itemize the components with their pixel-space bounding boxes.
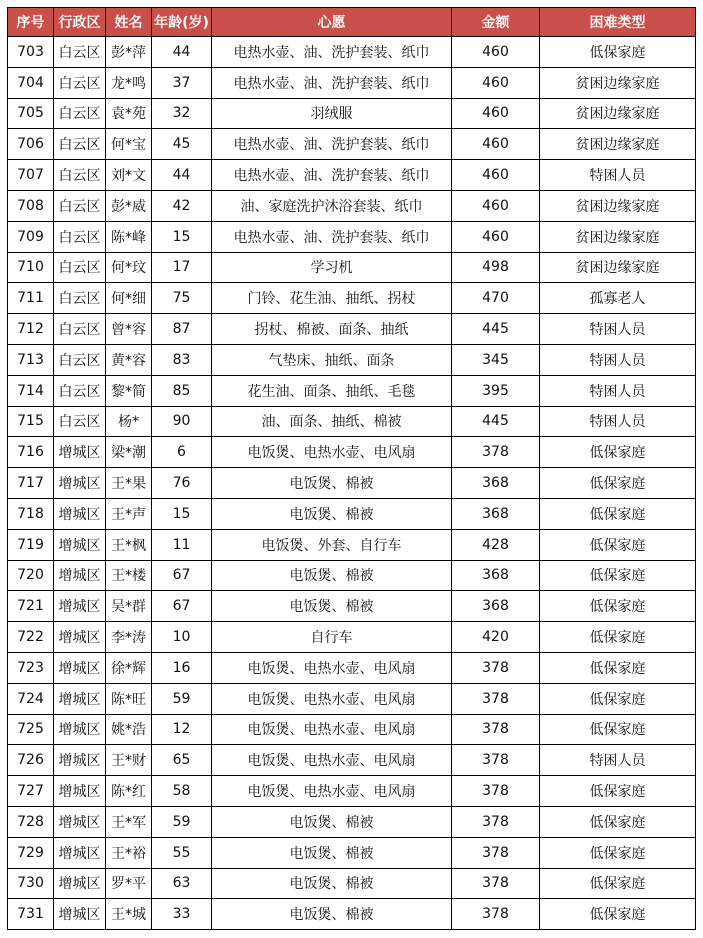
wish-cell: 电饭煲、电热水壶、电风扇 [212, 745, 452, 776]
wish-cell: 电热水壶、油、洗护套装、纸巾 [212, 129, 452, 160]
wish-list-table [7, 7, 696, 930]
hardship-type-cell: 特困人员 [540, 745, 696, 776]
header-row [8, 8, 696, 37]
name-cell: 王*枫 [106, 529, 152, 560]
hardship-type-cell: 特困人员 [540, 406, 696, 437]
amount-cell: 378 [452, 899, 540, 930]
name-cell: 曾*容 [106, 314, 152, 345]
district-cell: 白云区 [54, 37, 106, 68]
hardship-type-cell: 低保家庭 [540, 437, 696, 468]
amount-cell: 460 [452, 129, 540, 160]
hardship-type-cell: 低保家庭 [540, 498, 696, 529]
district-cell: 增城区 [54, 437, 106, 468]
wish-cell: 电饭煲、电热水壶、电风扇 [212, 652, 452, 683]
table-row [8, 868, 696, 899]
district-cell: 增城区 [54, 714, 106, 745]
name-cell: 徐*辉 [106, 652, 152, 683]
wish-cell: 电热水壶、油、洗护套装、纸巾 [212, 67, 452, 98]
age-cell: 15 [152, 221, 212, 252]
wish-cell: 电热水壶、油、洗护套装、纸巾 [212, 160, 452, 191]
name-cell: 王*果 [106, 468, 152, 499]
age-cell: 10 [152, 622, 212, 653]
serial-cell: 729 [8, 837, 54, 868]
age-cell: 67 [152, 591, 212, 622]
table-row [8, 529, 696, 560]
header-district: 行政区 [54, 8, 106, 37]
hardship-type-cell: 低保家庭 [540, 529, 696, 560]
wish-cell: 气垫床、抽纸、面条 [212, 344, 452, 375]
district-cell: 白云区 [54, 375, 106, 406]
table-row [8, 437, 696, 468]
age-cell: 11 [152, 529, 212, 560]
hardship-type-cell: 低保家庭 [540, 37, 696, 68]
amount-cell: 368 [452, 591, 540, 622]
serial-cell: 726 [8, 745, 54, 776]
amount-cell: 445 [452, 406, 540, 437]
hardship-type-cell: 低保家庭 [540, 714, 696, 745]
wish-cell: 电饭煲、棉被 [212, 868, 452, 899]
district-cell: 增城区 [54, 560, 106, 591]
amount-cell: 470 [452, 283, 540, 314]
table-row [8, 129, 696, 160]
hardship-type-cell: 特困人员 [540, 344, 696, 375]
wish-cell: 电饭煲、电热水壶、电风扇 [212, 683, 452, 714]
name-cell: 刘*文 [106, 160, 152, 191]
serial-cell: 723 [8, 652, 54, 683]
wish-list-table-container [7, 7, 696, 930]
name-cell: 王*裕 [106, 837, 152, 868]
age-cell: 33 [152, 899, 212, 930]
wish-cell: 自行车 [212, 622, 452, 653]
table-row [8, 344, 696, 375]
table-row [8, 252, 696, 283]
age-cell: 15 [152, 498, 212, 529]
hardship-type-cell: 特困人员 [540, 375, 696, 406]
name-cell: 王*城 [106, 899, 152, 930]
serial-cell: 704 [8, 67, 54, 98]
district-cell: 白云区 [54, 406, 106, 437]
serial-cell: 712 [8, 314, 54, 345]
serial-cell: 713 [8, 344, 54, 375]
wish-cell: 拐杖、棉被、面条、抽纸 [212, 314, 452, 345]
serial-cell: 707 [8, 160, 54, 191]
hardship-type-cell: 低保家庭 [540, 683, 696, 714]
hardship-type-cell: 特困人员 [540, 160, 696, 191]
table-row [8, 714, 696, 745]
district-cell: 增城区 [54, 591, 106, 622]
header-amount: 金额 [452, 8, 540, 37]
age-cell: 85 [152, 375, 212, 406]
name-cell: 何*玟 [106, 252, 152, 283]
hardship-type-cell: 低保家庭 [540, 837, 696, 868]
wish-cell: 电饭煲、电热水壶、电风扇 [212, 437, 452, 468]
district-cell: 白云区 [54, 160, 106, 191]
table-row [8, 776, 696, 807]
amount-cell: 420 [452, 622, 540, 653]
district-cell: 白云区 [54, 190, 106, 221]
serial-cell: 730 [8, 868, 54, 899]
age-cell: 65 [152, 745, 212, 776]
age-cell: 37 [152, 67, 212, 98]
wish-cell: 电热水壶、油、洗护套装、纸巾 [212, 37, 452, 68]
name-cell: 姚*浩 [106, 714, 152, 745]
header-hardship-type: 困难类型 [540, 8, 696, 37]
table-row [8, 314, 696, 345]
wish-cell: 电饭煲、棉被 [212, 468, 452, 499]
amount-cell: 368 [452, 560, 540, 591]
amount-cell: 378 [452, 683, 540, 714]
district-cell: 增城区 [54, 806, 106, 837]
hardship-type-cell: 孤寡老人 [540, 283, 696, 314]
amount-cell: 368 [452, 498, 540, 529]
serial-cell: 724 [8, 683, 54, 714]
hardship-type-cell: 低保家庭 [540, 868, 696, 899]
district-cell: 增城区 [54, 498, 106, 529]
hardship-type-cell: 低保家庭 [540, 560, 696, 591]
name-cell: 何*细 [106, 283, 152, 314]
district-cell: 白云区 [54, 221, 106, 252]
district-cell: 增城区 [54, 683, 106, 714]
amount-cell: 445 [452, 314, 540, 345]
table-row [8, 745, 696, 776]
district-cell: 白云区 [54, 252, 106, 283]
wish-cell: 电饭煲、电热水壶、电风扇 [212, 714, 452, 745]
amount-cell: 460 [452, 190, 540, 221]
table-row [8, 221, 696, 252]
hardship-type-cell: 低保家庭 [540, 652, 696, 683]
district-cell: 白云区 [54, 283, 106, 314]
name-cell: 何*宝 [106, 129, 152, 160]
wish-cell: 电饭煲、棉被 [212, 837, 452, 868]
name-cell: 李*涛 [106, 622, 152, 653]
name-cell: 陈*红 [106, 776, 152, 807]
district-cell: 增城区 [54, 652, 106, 683]
age-cell: 6 [152, 437, 212, 468]
name-cell: 王*财 [106, 745, 152, 776]
amount-cell: 378 [452, 745, 540, 776]
name-cell: 袁*苑 [106, 98, 152, 129]
wish-cell: 油、家庭洗护沐浴套装、纸巾 [212, 190, 452, 221]
serial-cell: 703 [8, 37, 54, 68]
wish-cell: 电饭煲、棉被 [212, 899, 452, 930]
amount-cell: 378 [452, 437, 540, 468]
table-row [8, 806, 696, 837]
age-cell: 44 [152, 160, 212, 191]
district-cell: 白云区 [54, 98, 106, 129]
table-row [8, 837, 696, 868]
table-row [8, 683, 696, 714]
amount-cell: 345 [452, 344, 540, 375]
amount-cell: 460 [452, 221, 540, 252]
serial-cell: 715 [8, 406, 54, 437]
name-cell: 梁*潮 [106, 437, 152, 468]
serial-cell: 714 [8, 375, 54, 406]
hardship-type-cell: 特困人员 [540, 314, 696, 345]
table-row [8, 160, 696, 191]
header-wish: 心愿 [212, 8, 452, 37]
serial-cell: 719 [8, 529, 54, 560]
name-cell: 王*军 [106, 806, 152, 837]
district-cell: 增城区 [54, 776, 106, 807]
district-cell: 增城区 [54, 745, 106, 776]
serial-cell: 728 [8, 806, 54, 837]
amount-cell: 378 [452, 776, 540, 807]
age-cell: 63 [152, 868, 212, 899]
amount-cell: 368 [452, 468, 540, 499]
age-cell: 55 [152, 837, 212, 868]
age-cell: 87 [152, 314, 212, 345]
age-cell: 59 [152, 683, 212, 714]
table-row [8, 622, 696, 653]
wish-cell: 电饭煲、棉被 [212, 591, 452, 622]
hardship-type-cell: 贫困边缘家庭 [540, 98, 696, 129]
hardship-type-cell: 低保家庭 [540, 468, 696, 499]
district-cell: 白云区 [54, 344, 106, 375]
age-cell: 58 [152, 776, 212, 807]
table-row [8, 560, 696, 591]
age-cell: 76 [152, 468, 212, 499]
header-name: 姓名 [106, 8, 152, 37]
table-row [8, 406, 696, 437]
age-cell: 17 [152, 252, 212, 283]
amount-cell: 498 [452, 252, 540, 283]
name-cell: 彭*威 [106, 190, 152, 221]
district-cell: 增城区 [54, 837, 106, 868]
serial-cell: 727 [8, 776, 54, 807]
wish-cell: 电饭煲、外套、自行车 [212, 529, 452, 560]
age-cell: 32 [152, 98, 212, 129]
hardship-type-cell: 低保家庭 [540, 622, 696, 653]
hardship-type-cell: 贫困边缘家庭 [540, 221, 696, 252]
serial-cell: 721 [8, 591, 54, 622]
district-cell: 白云区 [54, 67, 106, 98]
wish-cell: 电饭煲、棉被 [212, 560, 452, 591]
table-row [8, 190, 696, 221]
district-cell: 增城区 [54, 468, 106, 499]
serial-cell: 725 [8, 714, 54, 745]
wish-cell: 花生油、面条、抽纸、毛毯 [212, 375, 452, 406]
amount-cell: 395 [452, 375, 540, 406]
serial-cell: 718 [8, 498, 54, 529]
amount-cell: 460 [452, 67, 540, 98]
table-row [8, 498, 696, 529]
serial-cell: 709 [8, 221, 54, 252]
table-row [8, 98, 696, 129]
serial-cell: 717 [8, 468, 54, 499]
district-cell: 增城区 [54, 529, 106, 560]
serial-cell: 720 [8, 560, 54, 591]
hardship-type-cell: 低保家庭 [540, 899, 696, 930]
serial-cell: 705 [8, 98, 54, 129]
age-cell: 83 [152, 344, 212, 375]
table-row [8, 652, 696, 683]
name-cell: 罗*平 [106, 868, 152, 899]
hardship-type-cell: 贫困边缘家庭 [540, 252, 696, 283]
table-row [8, 283, 696, 314]
name-cell: 陈*峰 [106, 221, 152, 252]
amount-cell: 460 [452, 98, 540, 129]
name-cell: 龙*鸣 [106, 67, 152, 98]
table-row [8, 468, 696, 499]
age-cell: 16 [152, 652, 212, 683]
name-cell: 黎*简 [106, 375, 152, 406]
amount-cell: 378 [452, 714, 540, 745]
serial-cell: 722 [8, 622, 54, 653]
amount-cell: 378 [452, 806, 540, 837]
table-row [8, 375, 696, 406]
amount-cell: 460 [452, 37, 540, 68]
age-cell: 67 [152, 560, 212, 591]
wish-cell: 门铃、花生油、抽纸、拐杖 [212, 283, 452, 314]
amount-cell: 378 [452, 652, 540, 683]
serial-cell: 711 [8, 283, 54, 314]
table-row [8, 37, 696, 68]
hardship-type-cell: 低保家庭 [540, 806, 696, 837]
table-row [8, 591, 696, 622]
wish-cell: 油、面条、抽纸、棉被 [212, 406, 452, 437]
age-cell: 59 [152, 806, 212, 837]
table-row [8, 67, 696, 98]
district-cell: 增城区 [54, 868, 106, 899]
name-cell: 王*声 [106, 498, 152, 529]
hardship-type-cell: 低保家庭 [540, 591, 696, 622]
hardship-type-cell: 贫困边缘家庭 [540, 129, 696, 160]
wish-cell: 电热水壶、油、洗护套装、纸巾 [212, 221, 452, 252]
age-cell: 90 [152, 406, 212, 437]
name-cell: 王*楼 [106, 560, 152, 591]
hardship-type-cell: 贫困边缘家庭 [540, 190, 696, 221]
age-cell: 12 [152, 714, 212, 745]
wish-cell: 学习机 [212, 252, 452, 283]
name-cell: 吴*群 [106, 591, 152, 622]
district-cell: 增城区 [54, 899, 106, 930]
table-row [8, 899, 696, 930]
serial-cell: 706 [8, 129, 54, 160]
amount-cell: 460 [452, 160, 540, 191]
name-cell: 黄*容 [106, 344, 152, 375]
amount-cell: 378 [452, 837, 540, 868]
hardship-type-cell: 贫困边缘家庭 [540, 67, 696, 98]
serial-cell: 710 [8, 252, 54, 283]
name-cell: 彭*萍 [106, 37, 152, 68]
serial-cell: 708 [8, 190, 54, 221]
district-cell: 白云区 [54, 314, 106, 345]
name-cell: 陈*旺 [106, 683, 152, 714]
table-body [8, 37, 696, 930]
hardship-type-cell: 低保家庭 [540, 776, 696, 807]
district-cell: 增城区 [54, 622, 106, 653]
age-cell: 45 [152, 129, 212, 160]
district-cell: 白云区 [54, 129, 106, 160]
serial-cell: 716 [8, 437, 54, 468]
serial-cell: 731 [8, 899, 54, 930]
age-cell: 42 [152, 190, 212, 221]
wish-cell: 羽绒服 [212, 98, 452, 129]
amount-cell: 378 [452, 868, 540, 899]
age-cell: 75 [152, 283, 212, 314]
wish-cell: 电饭煲、棉被 [212, 498, 452, 529]
age-cell: 44 [152, 37, 212, 68]
name-cell: 杨* [106, 406, 152, 437]
header-serial: 序号 [8, 8, 54, 37]
wish-cell: 电饭煲、棉被 [212, 806, 452, 837]
header-age: 年龄(岁) [152, 8, 212, 37]
amount-cell: 428 [452, 529, 540, 560]
wish-cell: 电饭煲、电热水壶、电风扇 [212, 776, 452, 807]
